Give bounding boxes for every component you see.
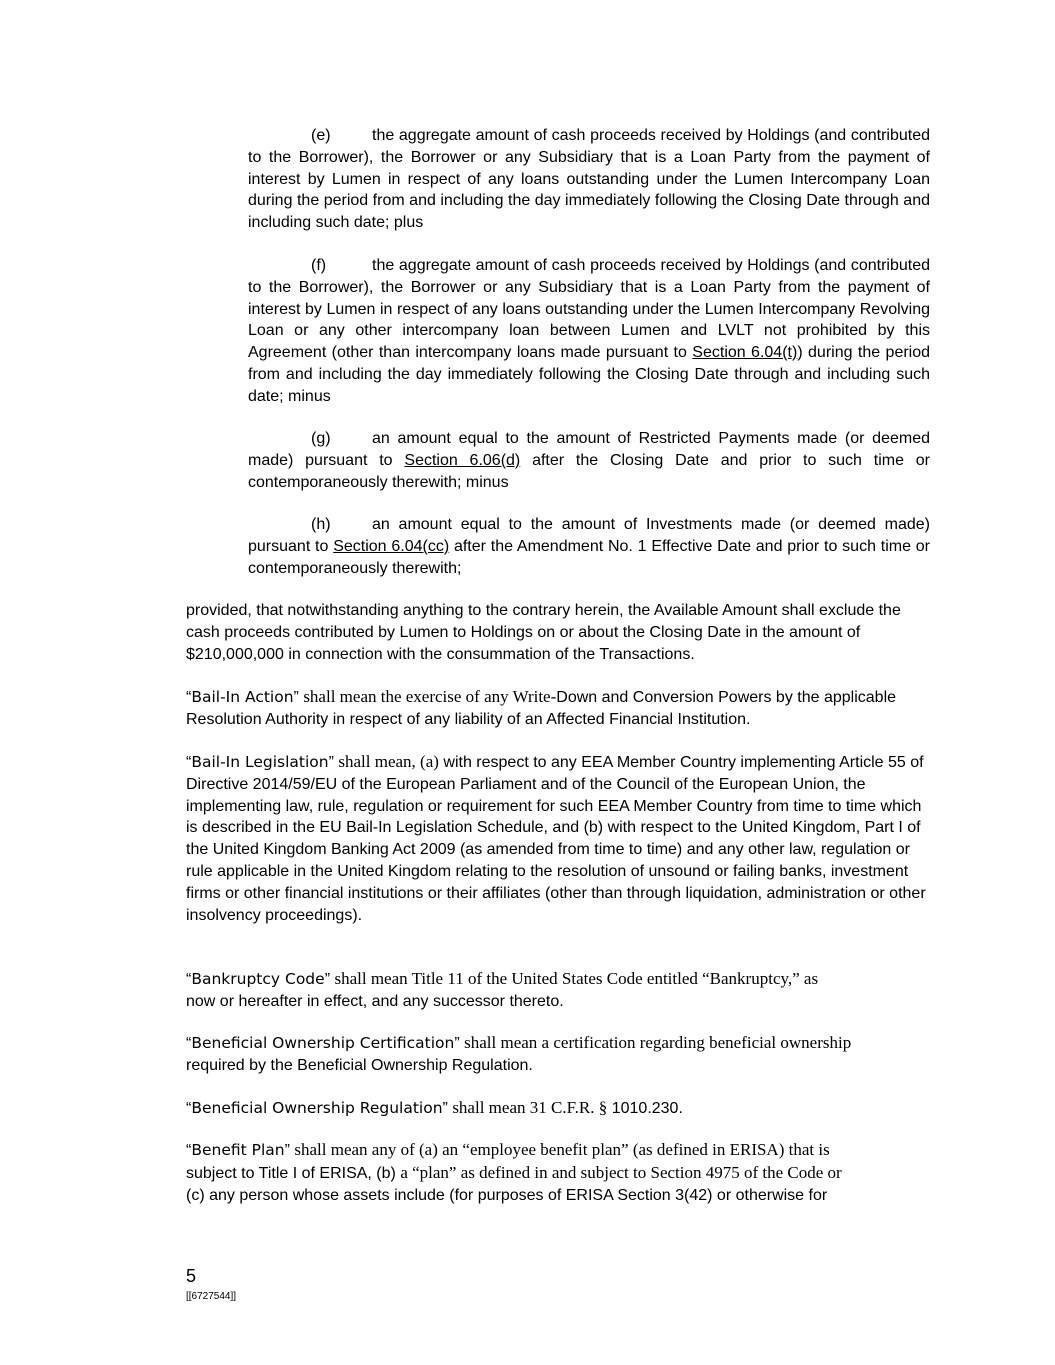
- definition-benefit-plan: “Benefit Plan” shall mean any of (a) an “employee benefit plan” (as defined in ERISA) that is subject to Title I of ERISA, (b) a “plan” as defined in and subject to Section 4975 of the Code or (c) any person whose assets include (for purposes of ERISA Section 3(42) or otherwise for: [186, 1140, 842, 1204]
- defined-term: Bail-In Legislation: [191, 753, 329, 771]
- clause-f: [248, 255, 930, 408]
- defined-term: Bankruptcy Code: [191, 970, 325, 988]
- definition-intro: shall mean any of (a) an “employee benefit plan” (as defined in ERISA) that is: [294, 1140, 830, 1159]
- definition-bail-in-legislation: “Bail-In Legislation” shall mean, (a) with respect to any EEA Member Country implementing Article 55 of Directive 2014/59/EU of the European Parliament and of the Council of the European Union, the implementing law, rule, regulation or requirement for such EEA Member Country from time to time which is described in the EU Bail-In Legislation Schedule, and (b) with respect to the United Kingdom, Part I of the United Kingdom Banking Act 2009 (as amended from time to time) and any other law, regulation or rule applicable in the United Kingdom relating to the resolution of unsound or failing banks, investment firms or other financial institutions or their affiliates (other than through liquidation, administration or other insolvency proceedings).: [186, 752, 926, 924]
- definition-text: 1010.230.: [611, 1100, 683, 1117]
- defined-term: Beneficial Ownership Certification: [191, 1034, 455, 1052]
- definition-intro: shall mean, (a): [338, 752, 439, 771]
- clause-e: [248, 125, 930, 234]
- definition-intro: shall mean Title 11 of the United States Code entitled “Bankruptcy,” as: [334, 969, 819, 988]
- section-reference-link[interactable]: Section 6.04(cc): [333, 537, 450, 555]
- clause-text: after the Closing Date and prior to such time or contemporaneously therewith; minus: [248, 451, 931, 491]
- section-reference-link[interactable]: Section 6.06(d): [404, 451, 521, 469]
- clause-label: (f): [311, 257, 327, 274]
- clause-text: the aggregate amount of cash proceeds received by Holdings (and contributed to the Borrower), the Borrower or any Subsidiary that is a Loan Party from the payment of interest by Lumen in respect of any loans outstanding under the Lumen Intercompany Revolving Loan or any other intercompany loan between Lumen and LVLT not prohibited by this Agreement (other than intercompany loans made pursuant to: [248, 257, 930, 362]
- section-reference-link[interactable]: Section 6.04(t): [692, 344, 798, 362]
- definition-text-serif: a “plan” as defined in and subject to Section 4975 of the Code or: [400, 1162, 842, 1182]
- definition-text: (c) any person whose assets include (for purposes of ERISA Section 3(42) or otherwise for: [186, 1186, 828, 1204]
- clause-h: [248, 514, 930, 579]
- page-number: 5: [186, 1266, 197, 1286]
- proviso-paragraph: provided, that notwithstanding anything to the contrary herein, the Available Amount shall exclude the cash proceeds contributed by Lumen to Holdings on or about the Closing Date in the amount of $210,000,000 in connection with the consummation of the Transactions.: [186, 602, 901, 663]
- defined-term: Benefit Plan: [191, 1141, 285, 1159]
- document-id: [[6727544]]: [186, 1291, 237, 1302]
- definition-beneficial-ownership-certification: “Beneficial Ownership Certification” shall mean a certification regarding beneficial ownership required by the Beneficial Ownership Regulation.: [186, 1033, 852, 1074]
- definition-bankruptcy-code: “Bankruptcy Code” shall mean Title 11 of the United States Code entitled “Bankruptcy,” as now or hereafter in effect, and any successor thereto.: [186, 969, 819, 1010]
- definition-text: required by the Beneficial Ownership Regulation.: [186, 1056, 533, 1074]
- definition-intro: shall mean a certification regarding beneficial ownership: [464, 1033, 852, 1052]
- definition-text: with respect to any EEA Member Country implementing Article 55 of Directive 2014/59/EU of the European Parliament and of the Council of the European Union, the implementing law, rule, regulation or requirement for such EEA Member Country from time to time which is described in the EU Bail-In Legislation Schedule, and (b) with respect to the United Kingdom, Part I of the United Kingdom Banking Act 2009 (as amended from time to time) and any other law, regulation or rule applicable in the United Kingdom relating to the resolution of unsound or failing banks, investment firms or other financial institutions or their affiliates (other than through liquidation, administration or other insolvency proceedings).: [186, 754, 926, 924]
- clause-label: (g): [311, 430, 331, 447]
- clause-g: [248, 428, 930, 493]
- definition-bail-in-action: “Bail-In Action” shall mean the exercise of any Write-Down and Conversion Powers by the applicable Resolution Authority in respect of any liability of an Affected Financial Institution.: [186, 687, 897, 728]
- definition-text: Down and Conversion Powers by the applicable Resolution Authority in respect of any liability of an Affected Financial Institution.: [186, 689, 897, 728]
- clause-text: an amount equal to the amount of Investments made (or deemed made) pursuant to: [248, 516, 930, 555]
- definition-intro: shall mean 31 C.F.R. §: [452, 1098, 608, 1117]
- definition-beneficial-ownership-regulation: “Beneficial Ownership Regulation” shall mean 31 C.F.R. § 1010.230.: [186, 1098, 683, 1117]
- defined-term: Bail-In Action: [191, 688, 294, 706]
- clause-text: an amount equal to the amount of Restricted Payments made (or deemed made) pursuant to: [248, 430, 930, 469]
- clause-label: (e): [311, 127, 331, 144]
- clause-text: after the Amendment No. 1 Effective Date and prior to such time or contemporaneously therewith;: [248, 537, 930, 577]
- clause-label: (h): [311, 516, 331, 533]
- definition-text: now or hereafter in effect, and any successor thereto.: [186, 992, 564, 1010]
- clause-text: the aggregate amount of cash proceeds received by Holdings (and contributed to the Borrower), the Borrower or any Subsidiary that is a Loan Party from the payment of interest by Lumen in respect of any loans outstanding under the Lumen Intercompany Loan during the period from and including the day immediately following the Closing Date through and including such date; plus: [248, 127, 930, 232]
- definition-text: subject to Title I of ERISA, (b): [186, 1164, 396, 1182]
- defined-term: Beneficial Ownership Regulation: [191, 1099, 443, 1117]
- definition-intro: shall mean the exercise of any Write-: [303, 687, 557, 706]
- clause-text: ) during the period from and including the day immediately following the Closing Date through and including such date; minus: [248, 344, 931, 405]
